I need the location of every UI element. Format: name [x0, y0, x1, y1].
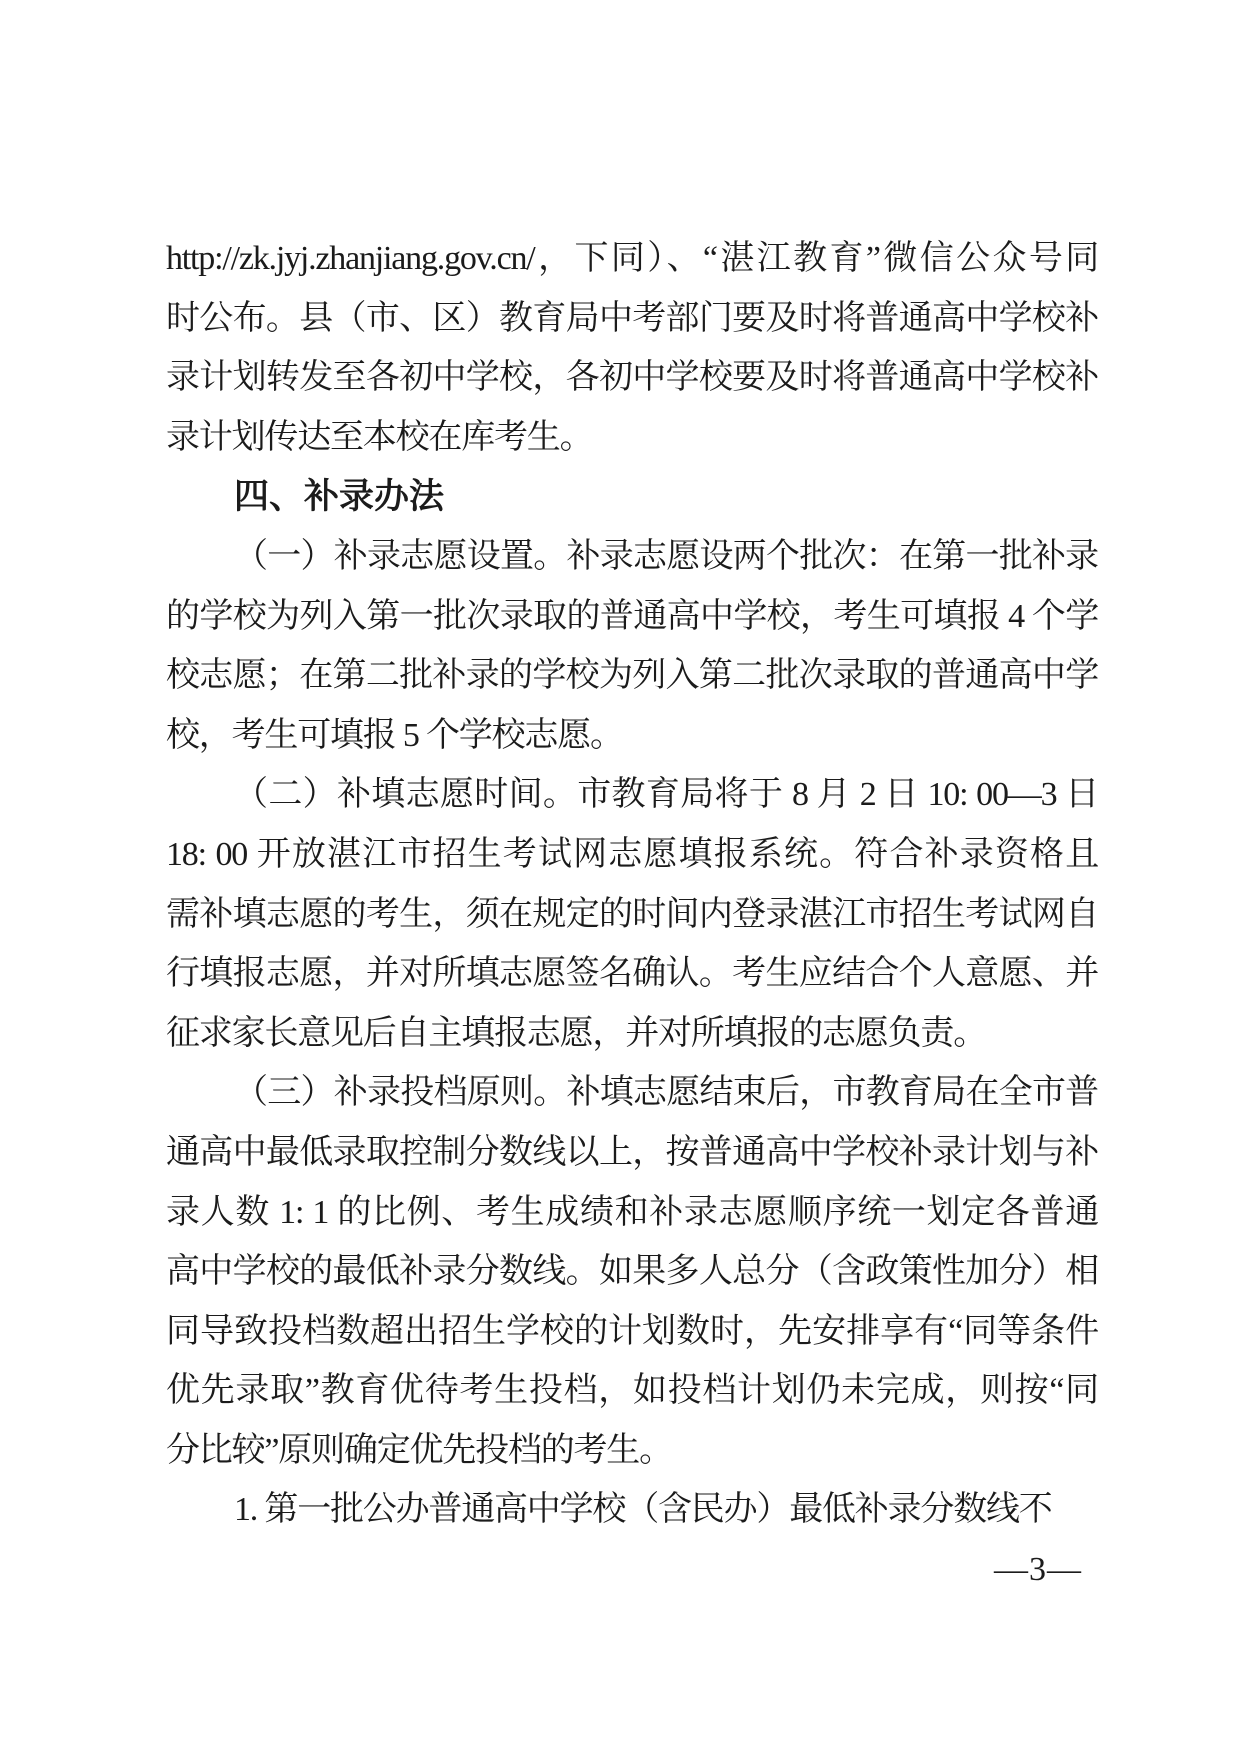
text-line: 录人数 1: 1 的比例、考生成绩和补录志愿顺序统一划定各普通	[166, 1193, 1098, 1231]
paragraph-item-3	[166, 1063, 1098, 1480]
text-line: 优先录取”教育优待考生投档，如投档计划仍未完成，则按“同	[166, 1372, 1098, 1410]
text-line: 的学校为列入第一批次录取的普通高中学校，考生可填报 4 个学	[166, 597, 1098, 635]
text-line: （一）补录志愿设置。补录志愿设两个批次：在第一批补录	[234, 537, 1098, 575]
continued-paragraph	[166, 229, 1098, 467]
text-line: 需补填志愿的考生，须在规定的时间内登录湛江市招生考试网自	[166, 895, 1098, 933]
paragraph-item-2	[166, 765, 1098, 1063]
text-line: 同导致投档数超出招生学校的计划数时，先安排享有“同等条件	[166, 1312, 1098, 1350]
text-line: 时公布。县（市、区）教育局中考部门要及时将普通高中学校补	[166, 299, 1098, 337]
text-line: http://zk.jyj.zhanjiang.gov.cn/，下同）、“湛江教育”微信公众号同	[166, 240, 1098, 277]
text-line: 征求家长意见后自主填报志愿，并对所填报的志愿负责。	[166, 1014, 986, 1052]
section-heading	[166, 467, 1098, 527]
text-line: （二）补填志愿时间。市教育局将于 8 月 2 日 10: 00—3 日	[234, 776, 1098, 814]
text-line: 1. 第一批公办普通高中学校（含民办）最低补录分数线不	[234, 1491, 1052, 1529]
text-line: 录计划传达至本校在库考生。	[166, 418, 593, 456]
paragraph-sub-1	[166, 1480, 1098, 1540]
text-line: （三）补录投档原则。补填志愿结束后，市教育局在全市普	[234, 1074, 1098, 1112]
text-line: 高中学校的最低补录分数线。如果多人总分（含政策性加分）相	[166, 1253, 1098, 1291]
text-line: 行填报志愿，并对所填志愿签名确认。考生应结合个人意愿、并	[166, 955, 1098, 993]
text-line: 校，考生可填报 5 个学校志愿。	[166, 716, 623, 754]
text-line: 通高中最低录取控制分数线以上，按普通高中学校补录计划与补	[166, 1133, 1098, 1171]
text-line: 录计划转发至各初中学校，各初中学校要及时将普通高中学校补	[166, 359, 1098, 397]
document-content	[166, 229, 1098, 1540]
paragraph-item-1	[166, 527, 1098, 765]
heading-line: 四、补录办法	[234, 477, 445, 517]
text-line: 18: 00 开放湛江市招生考试网志愿填报系统。符合补录资格且	[166, 835, 1098, 873]
page-number: —3—	[994, 1551, 1082, 1588]
text-line: 校志愿；在第二批补录的学校为列入第二批次录取的普通高中学	[166, 657, 1098, 695]
text-line: 分比较”原则确定优先投档的考生。	[166, 1431, 672, 1469]
